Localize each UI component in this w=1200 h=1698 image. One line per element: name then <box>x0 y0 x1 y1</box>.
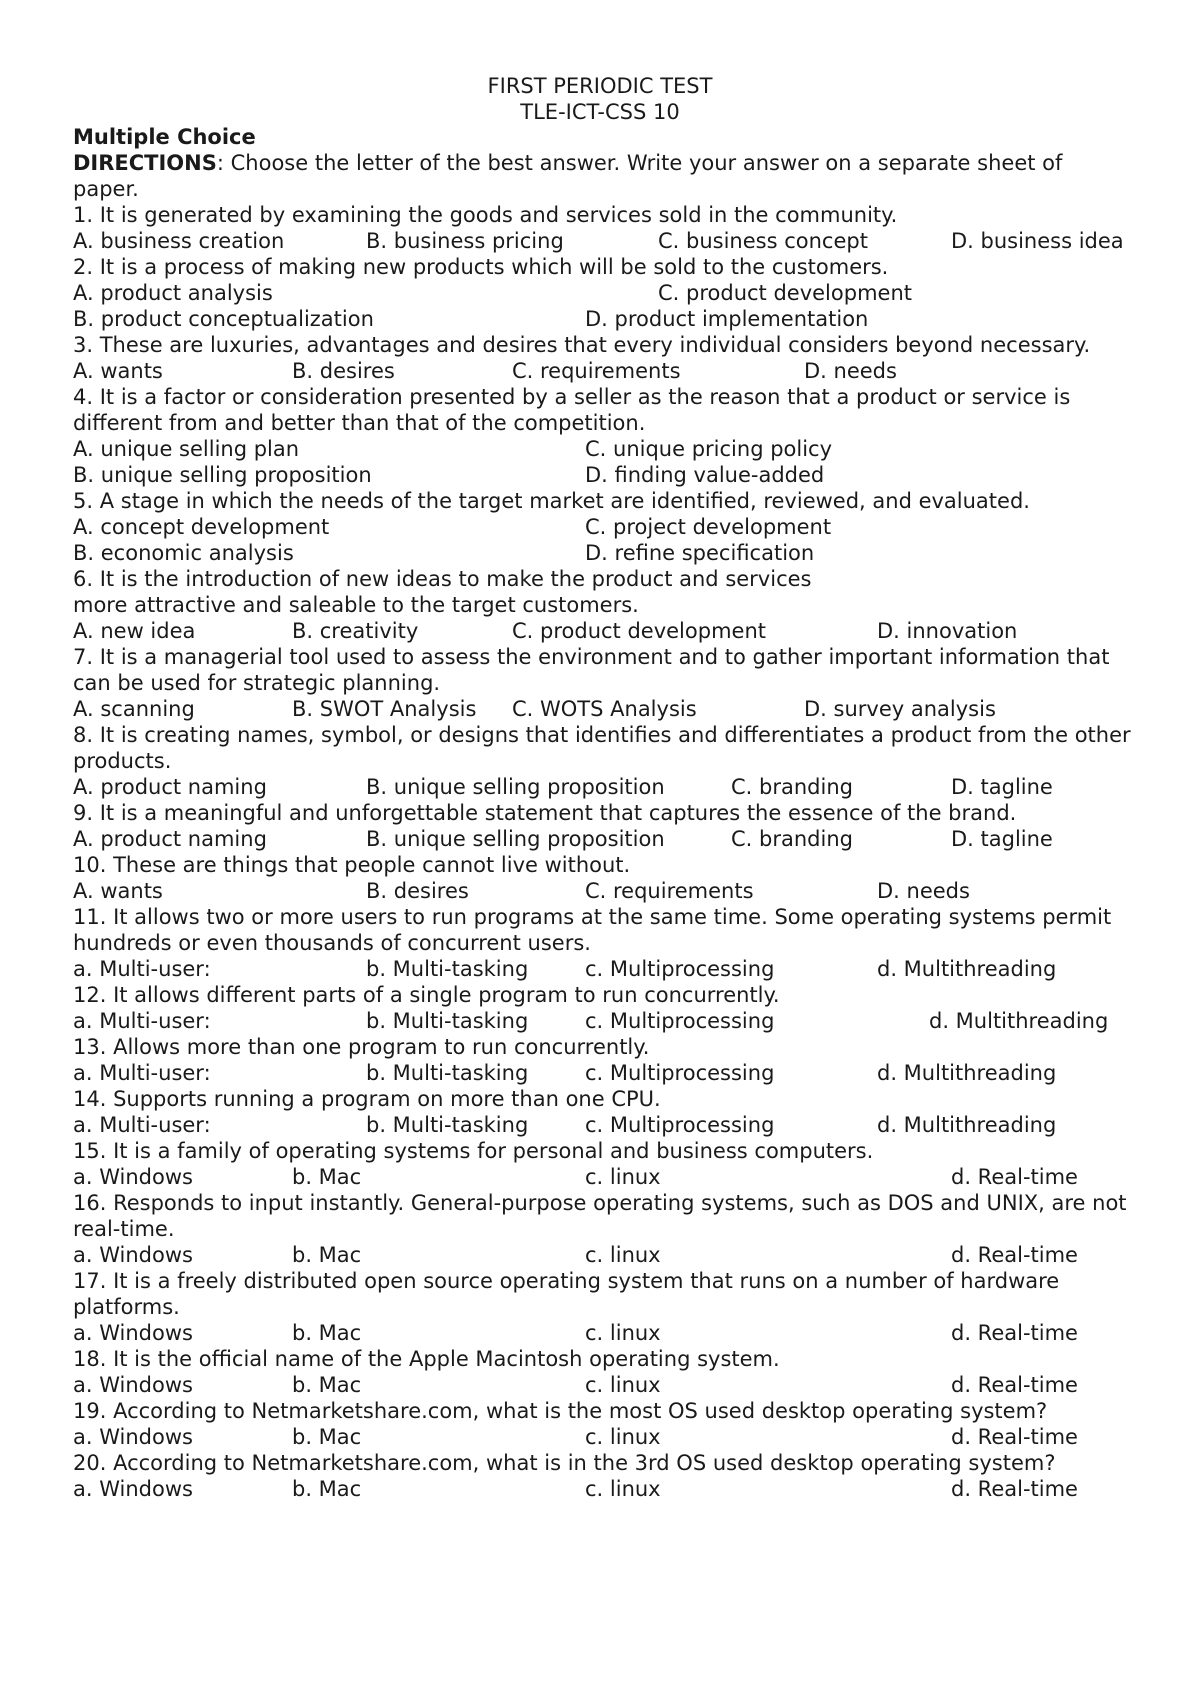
option: b. Mac <box>292 1373 362 1397</box>
option: c. linux <box>585 1425 661 1449</box>
option: A. wants <box>73 879 163 903</box>
option: d. Real-time <box>951 1425 1078 1449</box>
option-row <box>73 358 1133 384</box>
option: C. WOTS Analysis <box>512 697 697 721</box>
question-text: 10. These are things that people cannot live without. <box>73 853 631 877</box>
option: A. product naming <box>73 827 267 851</box>
question-text: 19. According to Netmarketshare.com, what is the most OS used desktop operating system? <box>73 1399 1048 1423</box>
question-text: 14. Supports running a program on more than one CPU. <box>73 1087 661 1111</box>
option: B. business pricing <box>366 229 564 253</box>
option: c. linux <box>585 1321 661 1345</box>
option-row <box>73 956 1133 982</box>
question-text: 1. It is generated by examining the goods and services sold in the community. <box>73 203 898 227</box>
option: b. Mac <box>292 1321 362 1345</box>
option: b. Multi-tasking <box>366 957 529 981</box>
option: a. Windows <box>73 1373 193 1397</box>
subject-title: TLE-ICT-CSS 10 <box>520 100 680 124</box>
option: C. product development <box>512 619 766 643</box>
option: C. project development <box>585 515 832 539</box>
option: d. Real-time <box>951 1243 1078 1267</box>
option: b. Mac <box>292 1243 362 1267</box>
option: d. Multithreading <box>929 1009 1109 1033</box>
option: c. linux <box>585 1477 661 1501</box>
option: B. creativity <box>292 619 419 643</box>
option: A. business creation <box>73 229 285 253</box>
option: d. Real-time <box>951 1165 1078 1189</box>
option-row <box>73 618 1133 644</box>
option-row <box>73 1008 1133 1034</box>
option: D. business idea <box>951 229 1124 253</box>
option-row <box>73 1242 1133 1268</box>
question-text: 17. It is a freely distributed open source operating system that runs on a number of hardware platforms. <box>73 1269 1060 1319</box>
question-text: 13. Allows more than one program to run concurrently. <box>73 1035 650 1059</box>
option: A. new idea <box>73 619 196 643</box>
option: b. Mac <box>292 1477 362 1501</box>
question-text: 18. It is the official name of the Apple Macintosh operating system. <box>73 1347 780 1371</box>
question-text: 5. A stage in which the needs of the target market are identified, reviewed, and evaluated. <box>73 489 1030 513</box>
question-text: 2. It is a process of making new products which will be sold to the customers. <box>73 255 889 279</box>
option: b. Mac <box>292 1425 362 1449</box>
option: B. product conceptualization <box>73 307 374 331</box>
option: C. requirements <box>585 879 754 903</box>
option: c. Multiprocessing <box>585 957 775 981</box>
question-text: 12. It allows different parts of a single program to run concurrently. <box>73 983 780 1007</box>
option: D. tagline <box>951 775 1053 799</box>
option: d. Real-time <box>951 1477 1078 1501</box>
option-row <box>73 228 1133 254</box>
question-text: 3. These are luxuries, advantages and desires that every individual considers beyond necessary. <box>73 333 1091 357</box>
option: C. branding <box>731 827 853 851</box>
option: D. product implementation <box>585 307 869 331</box>
directions-text: : Choose the letter of the best answer. Write your answer on a separate sheet of paper. <box>73 151 1063 201</box>
option: C. business concept <box>658 229 868 253</box>
option: a. Multi-user: <box>73 1113 211 1137</box>
option: a. Windows <box>73 1165 193 1189</box>
option: a. Multi-user: <box>73 1009 211 1033</box>
question-text: 16. Responds to input instantly. General-purpose operating systems, such as DOS and UNIX, are not real-time. <box>73 1191 1127 1241</box>
option: D. finding value-added <box>585 463 825 487</box>
option-row <box>73 1424 1133 1450</box>
option: a. Multi-user: <box>73 957 211 981</box>
option: c. linux <box>585 1243 661 1267</box>
option: a. Windows <box>73 1243 193 1267</box>
option: D. survey analysis <box>804 697 996 721</box>
option: c. linux <box>585 1165 661 1189</box>
option: C. product development <box>658 281 912 305</box>
option: C. unique pricing policy <box>585 437 833 461</box>
option-row <box>73 774 1133 800</box>
option: d. Multithreading <box>877 1061 1057 1085</box>
option: A. concept development <box>73 515 330 539</box>
option-row <box>73 1164 1133 1190</box>
question-text: 9. It is a meaningful and unforgettable statement that captures the essence of the brand. <box>73 801 1017 825</box>
option: c. Multiprocessing <box>585 1009 775 1033</box>
option: b. Multi-tasking <box>366 1061 529 1085</box>
option: C. branding <box>731 775 853 799</box>
option: d. Multithreading <box>877 957 1057 981</box>
option-row <box>73 826 1133 852</box>
option: B. unique selling proposition <box>73 463 372 487</box>
question-text: 7. It is a managerial tool used to assess the environment and to gather important information that can be used for strategic planning. <box>73 645 1110 695</box>
directions-label: DIRECTIONS <box>73 151 217 175</box>
option-row <box>73 436 1133 488</box>
section-heading: Multiple Choice <box>73 125 256 149</box>
option: B. desires <box>366 879 469 903</box>
option: D. refine specification <box>585 541 815 565</box>
option: d. Multithreading <box>877 1113 1057 1137</box>
option: d. Real-time <box>951 1373 1078 1397</box>
question-text: 8. It is creating names, symbol, or designs that identifies and differentiates a product from the other products. <box>73 723 1131 773</box>
option: a. Multi-user: <box>73 1061 211 1085</box>
question-text: 4. It is a factor or consideration presented by a seller as the reason that a product or service is different from and better than that of the competition. <box>73 385 1071 435</box>
option: a. Windows <box>73 1425 193 1449</box>
option: A. unique selling plan <box>73 437 300 461</box>
option-row <box>73 1320 1133 1346</box>
option: C. requirements <box>512 359 681 383</box>
option: a. Windows <box>73 1477 193 1501</box>
option: B. desires <box>292 359 395 383</box>
option: d. Real-time <box>951 1321 1078 1345</box>
option-row <box>73 696 1133 722</box>
option: A. product naming <box>73 775 267 799</box>
option-row <box>73 1476 1133 1502</box>
option-row <box>73 1112 1133 1138</box>
directions <box>73 150 1133 202</box>
option: B. unique selling proposition <box>366 775 665 799</box>
question-text: 20. According to Netmarketshare.com, what is in the 3rd OS used desktop operating system? <box>73 1451 1056 1475</box>
option-row <box>73 878 1133 904</box>
option: B. economic analysis <box>73 541 294 565</box>
question-text: 15. It is a family of operating systems for personal and business computers. <box>73 1139 874 1163</box>
option: B. SWOT Analysis <box>292 697 477 721</box>
option-row <box>73 1060 1133 1086</box>
option: D. tagline <box>951 827 1053 851</box>
question-text-continued: more attractive and saleable to the target customers. <box>73 593 639 617</box>
question-text: 6. It is the introduction of new ideas to make the product and services <box>73 567 812 591</box>
option-row <box>73 1372 1133 1398</box>
option: b. Multi-tasking <box>366 1113 529 1137</box>
option: A. scanning <box>73 697 195 721</box>
option-row <box>73 514 1133 566</box>
question-text: 11. It allows two or more users to run programs at the same time. Some operating systems permit hundreds or even thousands of concurrent users. <box>73 905 1112 955</box>
option: D. innovation <box>877 619 1018 643</box>
option: A. product analysis <box>73 281 273 305</box>
page-title: FIRST PERIODIC TEST <box>487 74 713 98</box>
option: D. needs <box>877 879 970 903</box>
option: b. Mac <box>292 1165 362 1189</box>
option: c. Multiprocessing <box>585 1061 775 1085</box>
option: c. linux <box>585 1373 661 1397</box>
option: c. Multiprocessing <box>585 1113 775 1137</box>
option: B. unique selling proposition <box>366 827 665 851</box>
option: a. Windows <box>73 1321 193 1345</box>
option: D. needs <box>804 359 897 383</box>
option: b. Multi-tasking <box>366 1009 529 1033</box>
option-row <box>73 280 1133 332</box>
test-body <box>73 124 1133 1502</box>
option: A. wants <box>73 359 163 383</box>
